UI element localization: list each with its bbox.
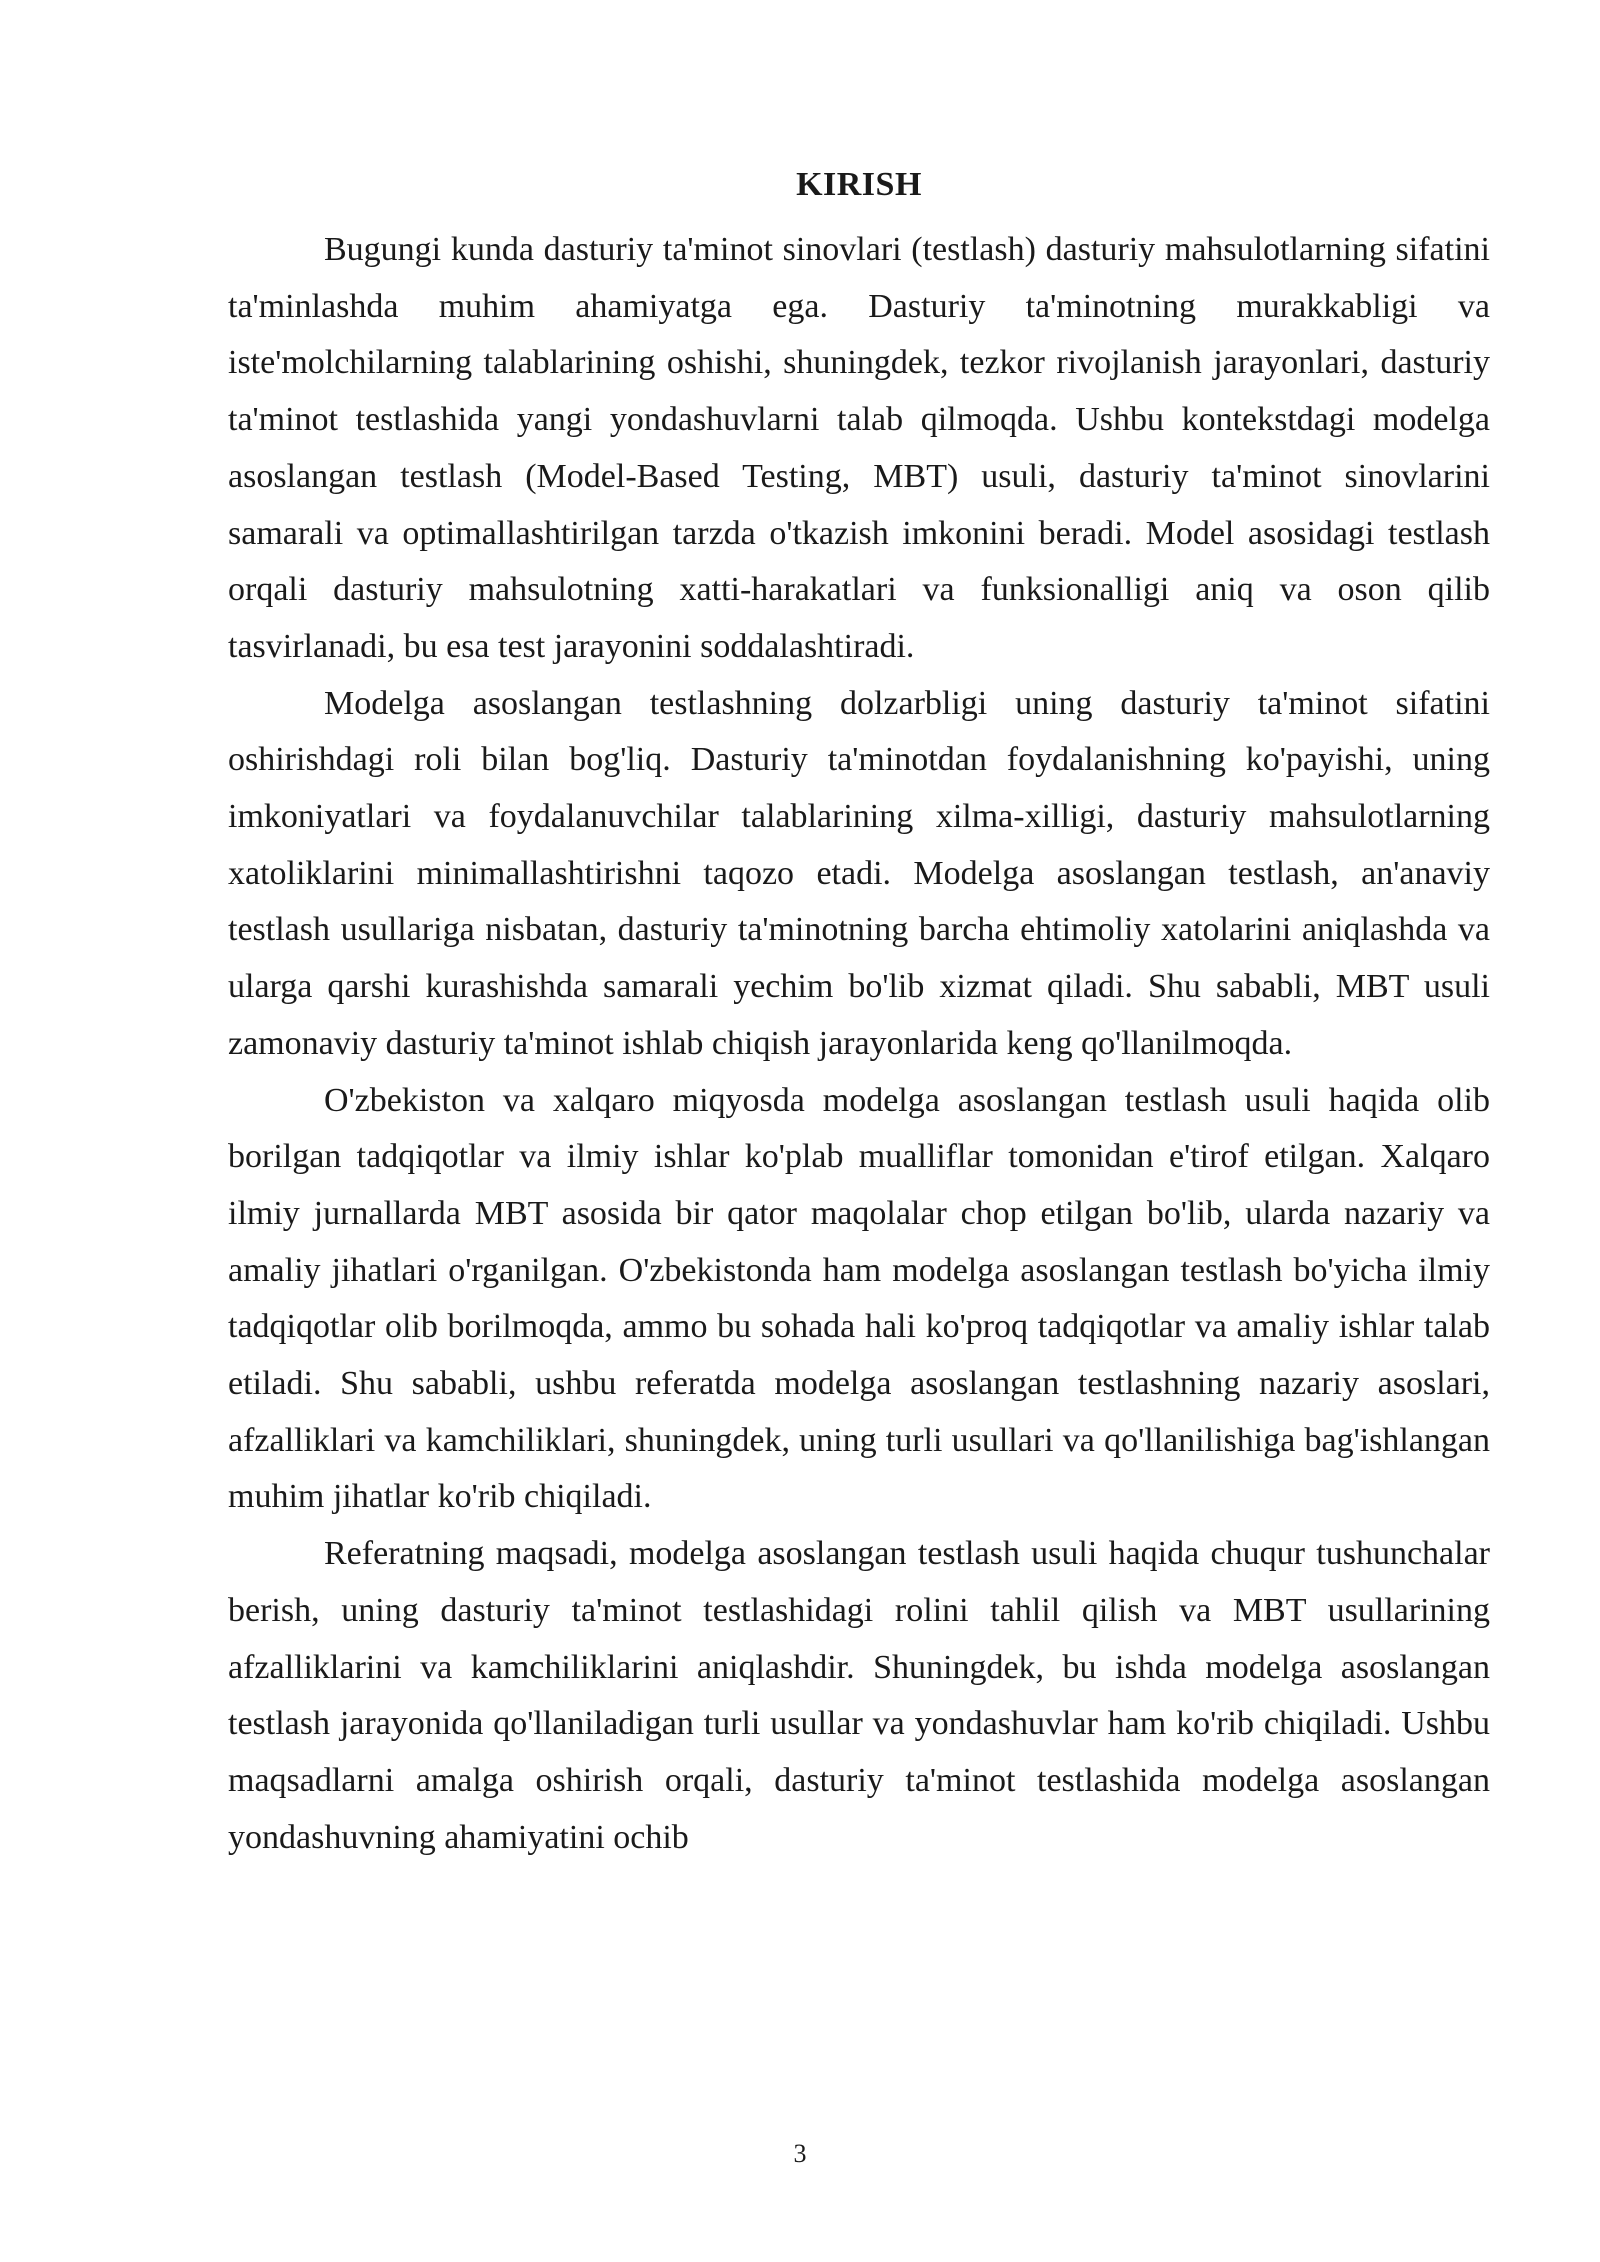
paragraph-4: Referatning maqsadi, modelga asoslangan testlash usuli haqida chuqur tushunchalar berish, uning dasturiy ta'minot testlashidagi rolini tahlil qilish va MBT usullarining afzalliklarini va kamchiliklarini aniqlashdir. Shuningdek, bu ishda modelga asoslangan testlash jarayonida qo'llaniladigan turli usullar va yondashuvlar ham ko'rib chiqiladi. Ushbu maqsadlarni amalga oshirish orqali, dasturiy ta'minot testlashida modelga asoslangan yondashuvning ahamiyatini ochib xyxy=(228,1535,1490,1856)
paragraph-3: O'zbekiston va xalqaro miqyosda modelga asoslangan testlash usuli haqida olib borilgan tadqiqotlar va ilmiy ishlar ko'plab mualliflar tomonidan e'tirof etilgan. Xalqaro ilmiy jurnallarda MBT asosida bir qator maqolalar chop etilgan bo'lib, ularda nazariy va amaliy jihatlari o'rganilgan. O'zbekistonda ham modelga asoslangan testlash bo'yicha ilmiy tadqiqotlar olib borilmoqda, ammo bu sohada hali ko'proq tadqiqotlar va amaliy ishlar talab etiladi. Shu sababli, ushbu referatda modelga asoslangan testlashning nazariy asoslari, afzalliklari va kamchiliklari, shuningdek, uning turli usullari va qo'llanilishiga bag'ishlangan muhim jihatlar ko'rib chiqiladi. xyxy=(228,1081,1490,1516)
page-number: 3 xyxy=(793,2139,807,2168)
section-title: KIRISH xyxy=(796,166,922,203)
paragraph-2: Modelga asoslangan testlashning dolzarbligi uning dasturiy ta'minot sifatini oshirishdagi roli bilan bog'liq. Dasturiy ta'minotdan foydalanishning ko'payishi, uning imkoniyatlari va foydalanuvchilar talablarining xilma-xilligi, dasturiy mahsulotlarning xatoliklarini minimallashtirishni taqozo etadi. Modelga asoslangan testlash, an'anaviy testlash usullariga nisbatan, dasturiy ta'minotning barcha ehtimoliy xatolarini aniqlashda va ularga qarshi kurashishda samarali yechim bo'lib xizmat qiladi. Shu sababli, MBT usuli zamonaviy dasturiy ta'minot ishlab chiqish jarayonlarida keng qo'llanilmoqda. xyxy=(228,684,1490,1062)
paragraph-1: Bugungi kunda dasturiy ta'minot sinovlari (testlash) dasturiy mahsulotlarning sifatini ta'minlashda muhim ahamiyatga ega. Dasturiy ta'minotning murakkabligi va iste'molchilarning talablarining oshishi, shuningdek, tezkor rivojlanish jarayonlari, dasturiy ta'minot testlashida yangi yondashuvlarni talab qilmoqda. Ushbu kontekstdagi modelga asoslangan testlash (Model-Based Testing, MBT) usuli, dasturiy ta'minot sinovlarini samarali va optimallashtirilgan tarzda o'tkazish imkonini beradi. Model asosidagi testlash orqali dasturiy mahsulotning xatti-harakatlari va funksionalligi aniq va oson qilib tasvirlanadi, bu esa test jarayonini soddalashtiradi. xyxy=(228,231,1490,665)
document-page xyxy=(228,160,1490,1866)
